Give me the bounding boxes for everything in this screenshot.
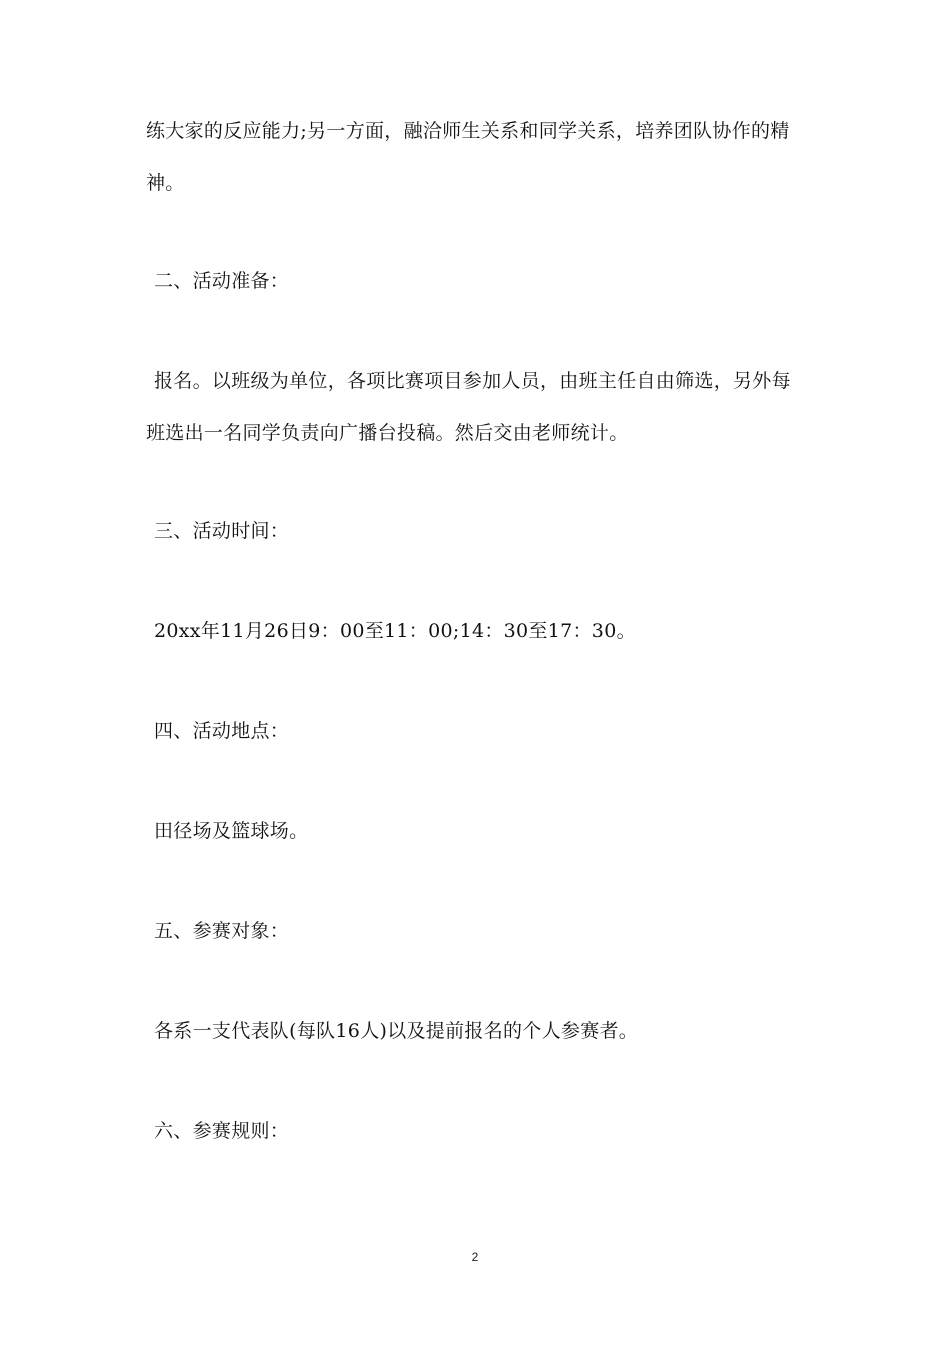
section-heading-participants: 五、参赛对象： bbox=[154, 920, 290, 942]
paragraph-line: 20xx年11月26日9：00至11：00;14：30至17：30。 bbox=[154, 620, 636, 642]
paragraph-line: 田径场及篮球场。 bbox=[154, 820, 309, 842]
paragraph-line: 神。 bbox=[146, 172, 185, 194]
section-heading-preparation: 二、活动准备： bbox=[154, 270, 290, 292]
paragraph-line: 各系一支代表队(每队16人)以及提前报名的个人参赛者。 bbox=[154, 1020, 639, 1042]
page-number: 2 bbox=[471, 1250, 479, 1264]
section-heading-location: 四、活动地点： bbox=[154, 720, 290, 742]
section-heading-time: 三、活动时间： bbox=[154, 520, 290, 542]
paragraph-line: 练大家的反应能力;另一方面，融洽师生关系和同学关系，培养团队协作的精 bbox=[146, 120, 790, 142]
paragraph-line: 报名。以班级为单位，各项比赛项目参加人员，由班主任自由筛选，另外每 bbox=[154, 370, 791, 392]
section-heading-rules: 六、参赛规则： bbox=[154, 1120, 290, 1142]
paragraph-line: 班选出一名同学负责向广播台投稿。然后交由老师统计。 bbox=[146, 422, 629, 444]
